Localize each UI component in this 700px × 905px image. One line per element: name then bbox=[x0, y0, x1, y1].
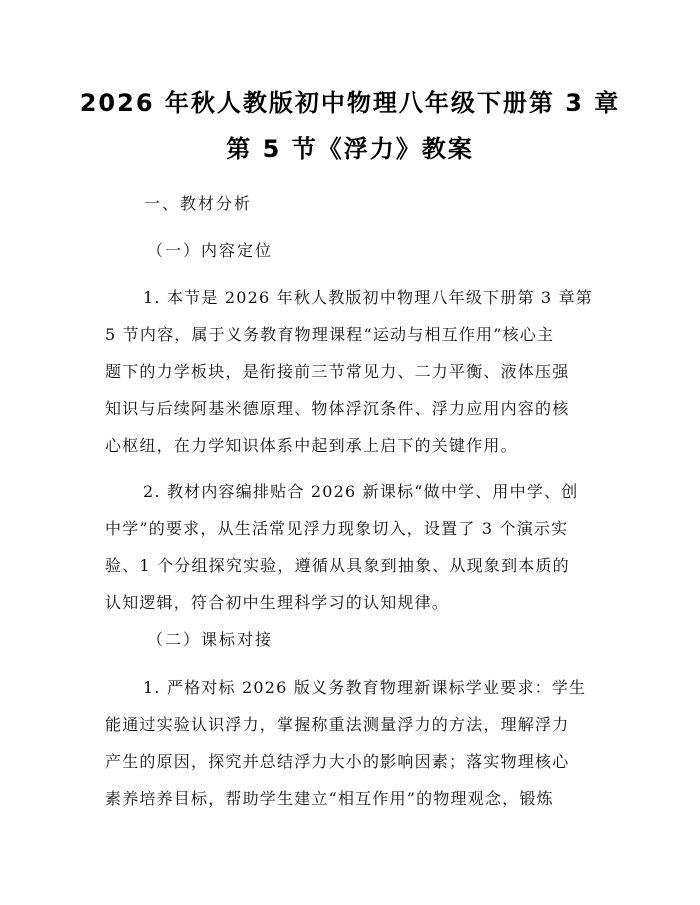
paragraph-line: 中学”的要求，从生活常见浮力现象切入，设置了 3 个演示实 bbox=[105, 519, 569, 538]
section-heading-textbook-analysis: 一、教材分析 bbox=[144, 194, 253, 213]
paragraph-line: 5 节内容，属于义务教育物理课程“运动与相互作用”核心主 bbox=[105, 325, 555, 344]
paragraph-line: 题下的力学板块，是衔接前三节常见力、二力平衡、液体压强 bbox=[105, 362, 570, 381]
subsection-heading-content-positioning: （一）内容定位 bbox=[147, 241, 274, 260]
document-title-line-2: 第 5 节《浮力》教案 bbox=[226, 135, 474, 163]
paragraph-line: 素养培养目标，帮助学生建立“相互作用”的物理观念，锻炼 bbox=[105, 789, 554, 808]
paragraph-line: 2. 教材内容编排贴合 2026 新课标“做中学、用中学、创 bbox=[143, 482, 579, 501]
paragraph-line: 验、1 个分组探究实验，遵循从具象到抽象、从现象到本质的 bbox=[105, 556, 570, 575]
paragraph-line: 认知逻辑，符合初中生理科学习的认知规律。 bbox=[105, 593, 450, 612]
paragraph-content-positioning-1 bbox=[105, 287, 600, 472]
paragraph-line: 心枢纽，在力学知识体系中起到承上启下的关键作用。 bbox=[105, 436, 518, 455]
document-title-line-1: 2026 年秋人教版初中物理八年级下册第 3 章 bbox=[79, 89, 621, 117]
paragraph-line: 知识与后续阿基米德原理、物体浮沉条件、浮力应用内容的核 bbox=[105, 399, 570, 418]
subsection-heading-curriculum-alignment: （二）课标对接 bbox=[147, 630, 274, 649]
paragraph-line: 产生的原因，探究并总结浮力大小的影响因素；落实物理核心 bbox=[105, 752, 570, 771]
paragraph-content-positioning-2 bbox=[105, 481, 600, 629]
paragraph-line: 1. 本节是 2026 年秋人教版初中物理八年级下册第 3 章第 bbox=[143, 288, 593, 307]
paragraph-line: 1. 严格对标 2026 版义务教育物理新课标学业要求：学生 bbox=[143, 678, 587, 697]
paragraph-curriculum-alignment-1 bbox=[105, 677, 600, 825]
paragraph-line: 能通过实验认识浮力，掌握称重法测量浮力的方法，理解浮力 bbox=[105, 715, 570, 734]
